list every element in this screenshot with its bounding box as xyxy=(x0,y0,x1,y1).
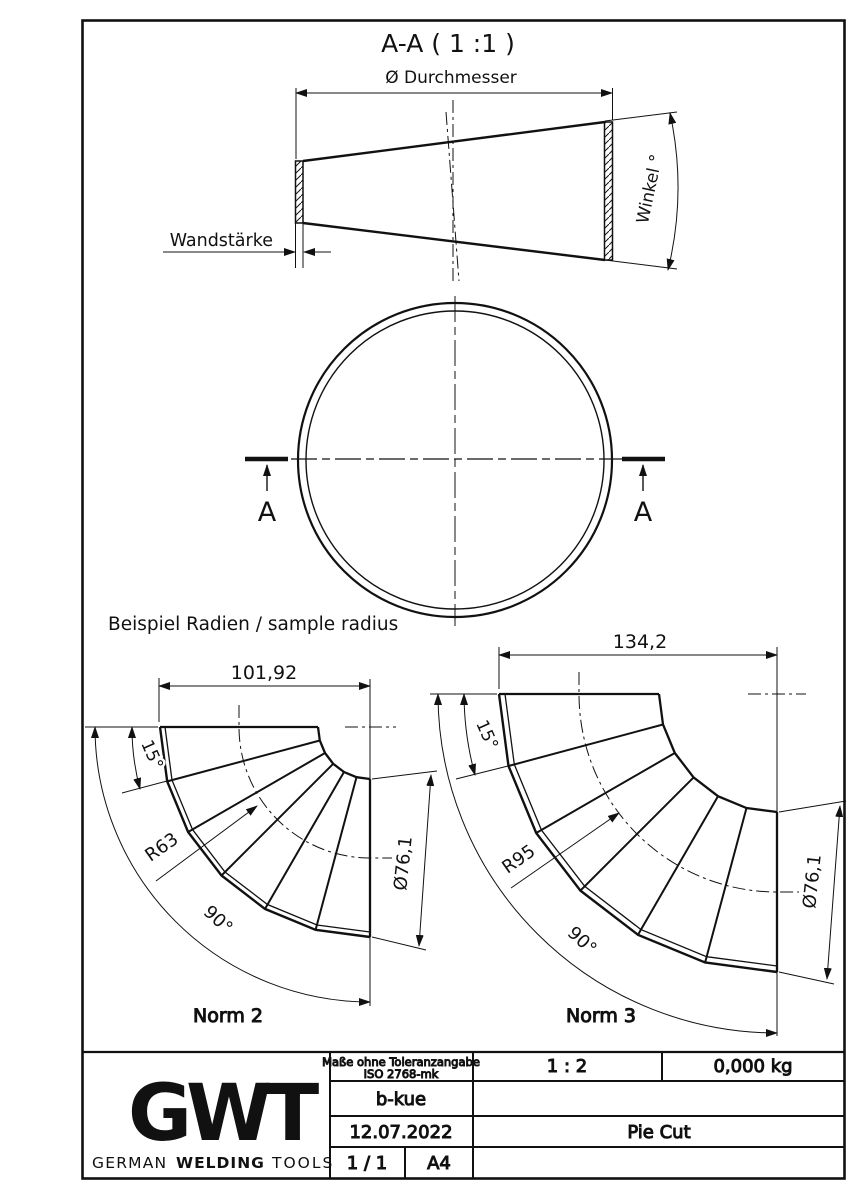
circle-top-view xyxy=(245,296,665,626)
norm3-diameter-dimension xyxy=(827,806,840,979)
tolerance-note-line2: ISO 2768-mk xyxy=(363,1067,439,1081)
sheet-number: 1 / 1 xyxy=(346,1153,388,1174)
paper-format: A4 xyxy=(427,1153,451,1174)
wall-thickness-label: Wandstärke xyxy=(169,231,273,251)
section-view-title: A-A ( 1 :1 ) xyxy=(381,29,515,58)
wall-extension-lines xyxy=(296,223,304,268)
cone-bottom-edge xyxy=(303,223,605,260)
norm2-width-value: 101,92 xyxy=(230,662,298,684)
norm2-15deg-arc xyxy=(132,727,140,789)
norm2-15deg-extension xyxy=(122,781,167,793)
cone-left-wall-section xyxy=(296,161,304,223)
section-marker-right: A xyxy=(633,497,653,528)
norm3-pie-cut xyxy=(430,631,846,1036)
norm3-segment-angle: 15° xyxy=(471,717,502,753)
author-value: b-kue xyxy=(375,1089,427,1110)
section-marker-left: A xyxy=(257,497,277,528)
title-block xyxy=(82,1052,845,1178)
part-title: Pie Cut xyxy=(627,1122,691,1143)
norm2-segment-joints xyxy=(167,741,356,930)
scale-value: 1 : 2 xyxy=(546,1056,588,1077)
angle-dimension-arc xyxy=(668,113,678,270)
tolerance-note-line1: Maße ohne Toleranzangabe xyxy=(322,1055,480,1069)
norm3-15deg-extension xyxy=(456,766,508,779)
norm3-bend-angle: 90° xyxy=(562,922,601,960)
cone-right-wall-section xyxy=(605,122,613,260)
cone-top-extension xyxy=(605,112,677,121)
norm2-segment-angle: 15° xyxy=(136,737,167,773)
gwt-logo: GWT xyxy=(128,1069,314,1159)
brand-tools: TOOLS xyxy=(272,1154,335,1172)
norm2-radius-value: R63 xyxy=(141,828,183,867)
brand-welding: WELDING xyxy=(176,1154,265,1172)
norm2-pie-cut xyxy=(85,662,437,1027)
norm3-radius-value: R95 xyxy=(498,840,540,879)
sample-radius-heading: Beispiel Radien / sample radius xyxy=(108,614,399,635)
cone-top-edge xyxy=(303,122,605,161)
weight-value: 0,000 kg xyxy=(713,1056,793,1077)
norm3-label: Norm 3 xyxy=(566,1005,636,1027)
norm2-bend-angle: 90° xyxy=(198,901,237,939)
norm3-15deg-arc xyxy=(464,694,475,775)
norm2-diameter-value: Ø76,1 xyxy=(390,835,417,892)
norm3-diameter-value: Ø76,1 xyxy=(799,853,826,910)
norm2-label: Norm 2 xyxy=(193,1005,263,1027)
cone-section-view xyxy=(163,29,678,282)
angle-dimension-label: Winkel ° xyxy=(633,152,668,226)
norm2-diameter-dimension xyxy=(419,775,431,946)
norm3-width-value: 134,2 xyxy=(612,631,668,653)
diameter-dimension-label: Ø Durchmesser xyxy=(385,68,517,88)
date-value: 12.07.2022 xyxy=(349,1122,453,1143)
brand-german: GERMAN xyxy=(92,1154,168,1172)
cone-bottom-extension xyxy=(605,260,677,269)
